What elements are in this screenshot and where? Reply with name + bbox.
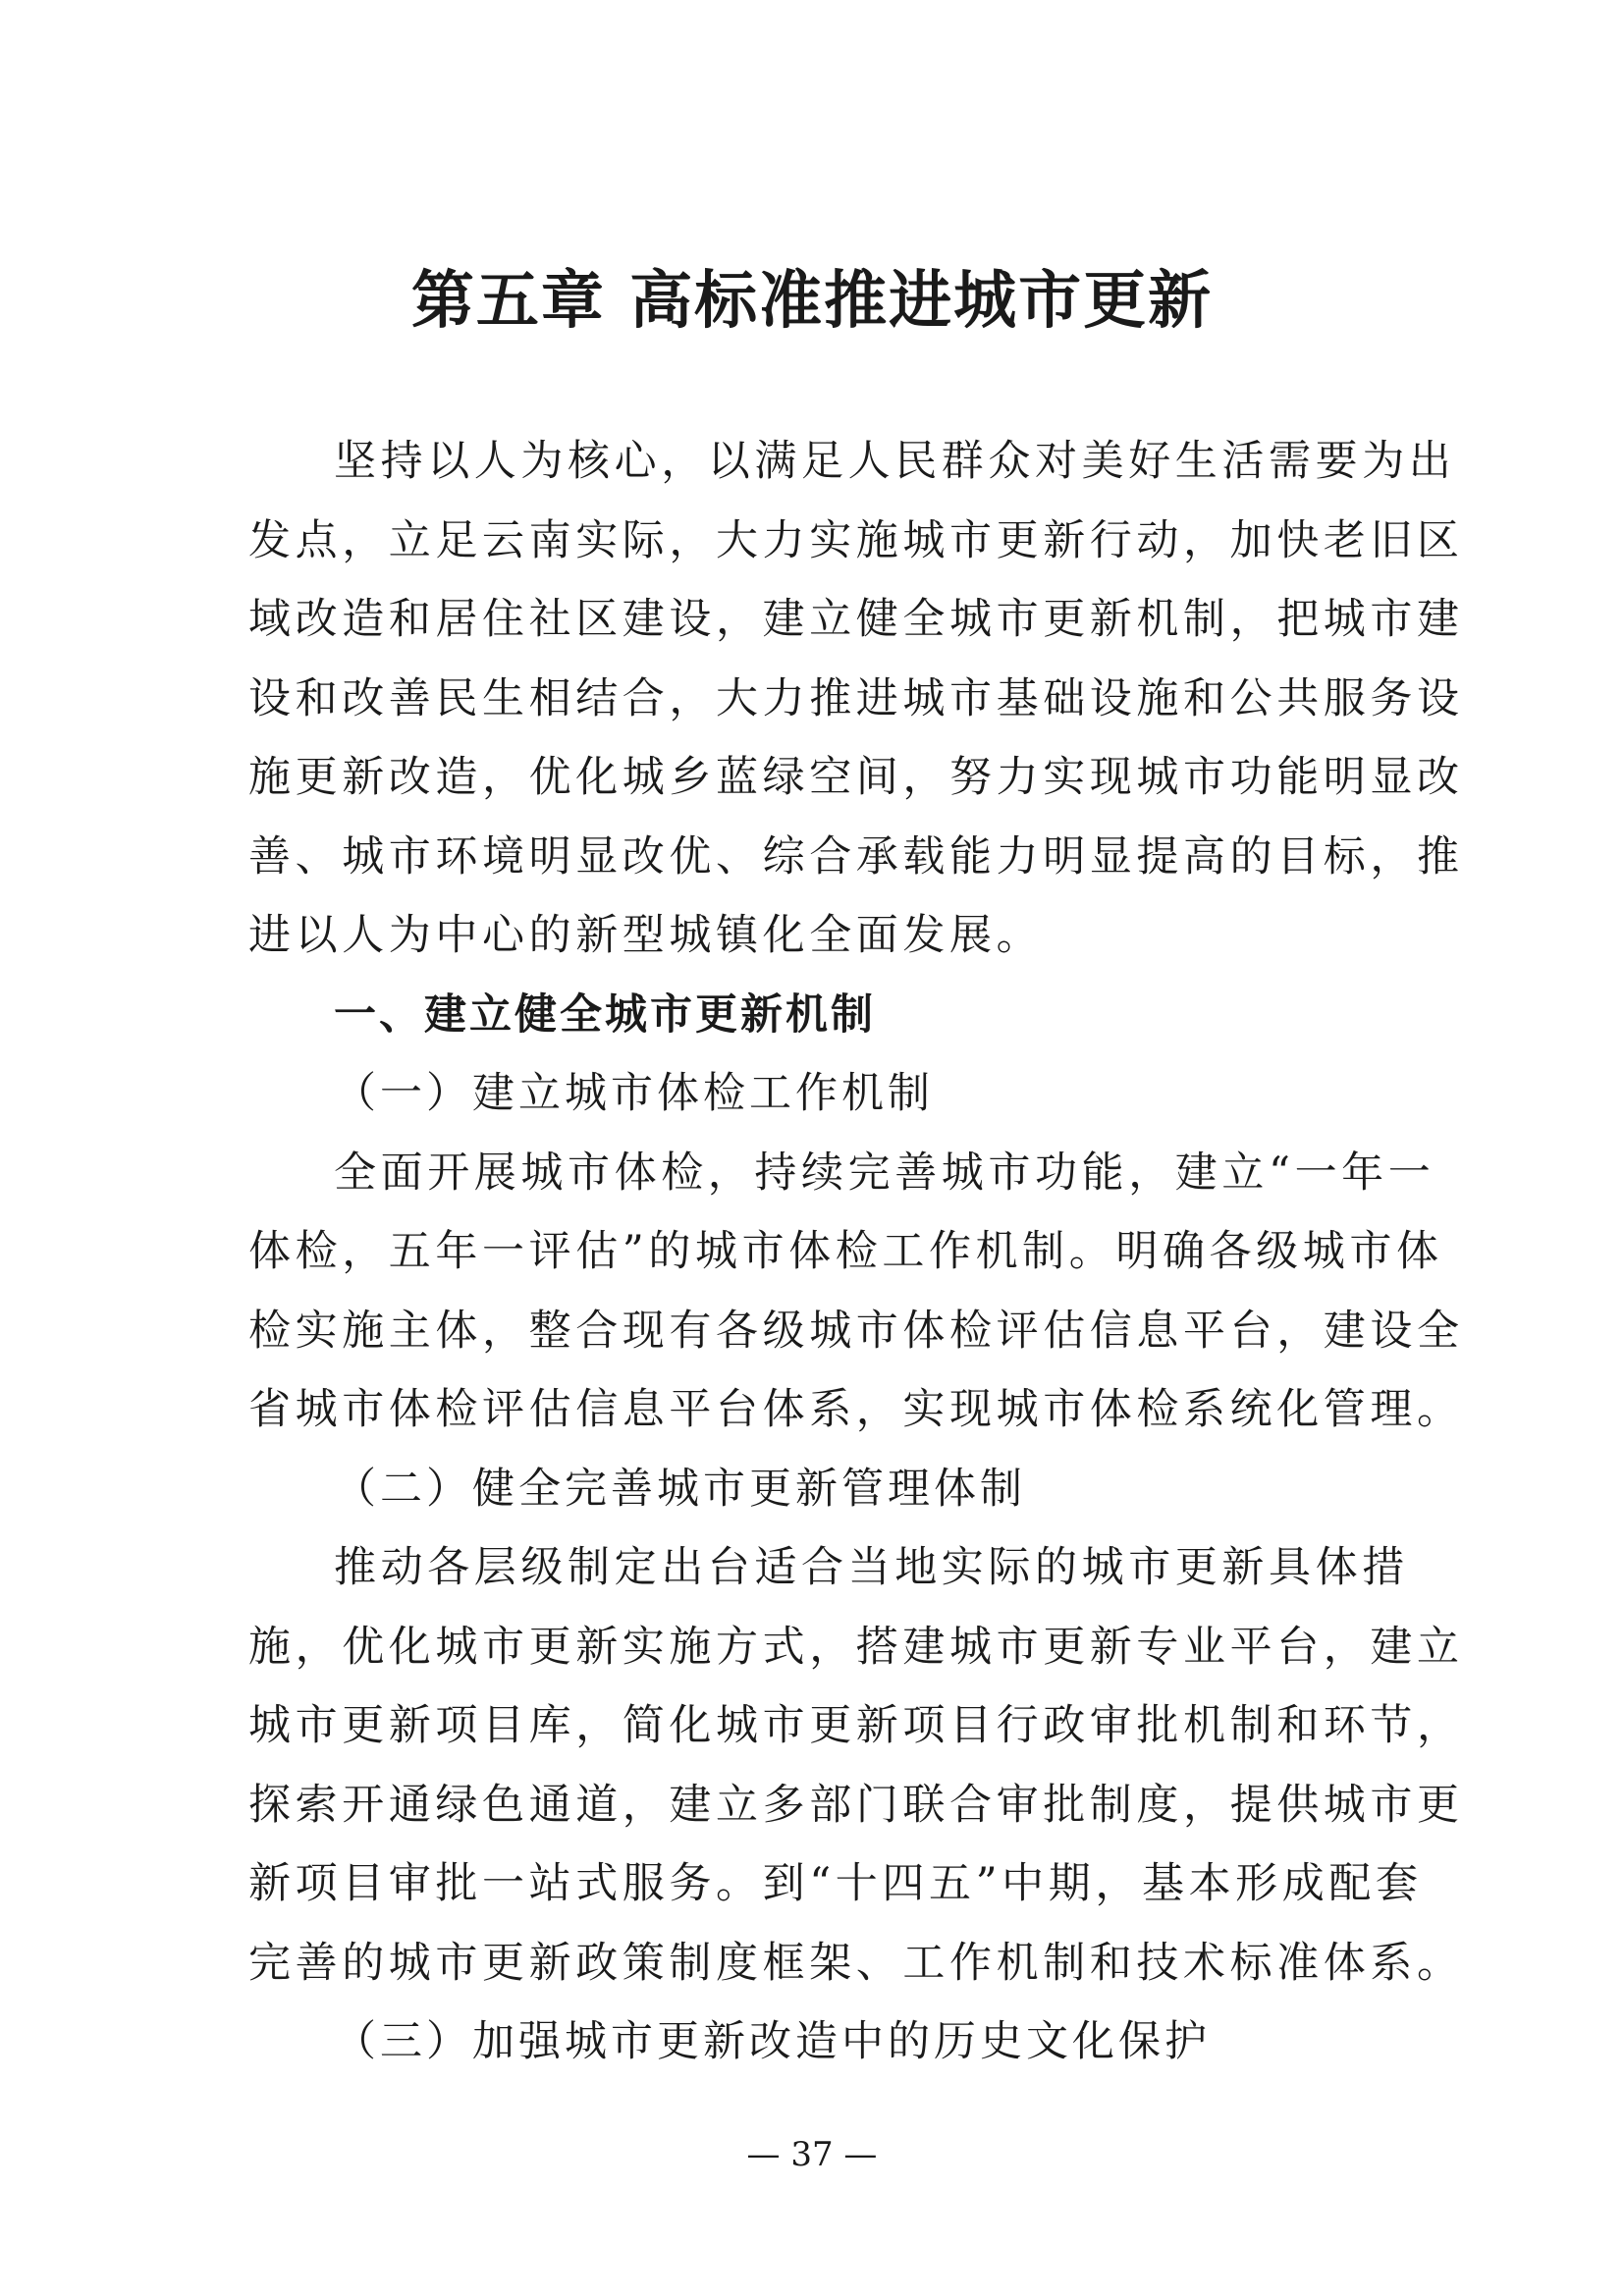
- paragraph-line: 设和改善民生相结合，大力推进城市基础设施和公共服务设: [248, 673, 1464, 723]
- paragraph-line: 新项目审批一站式服务。到“十四五”中期，基本形成配套: [248, 1859, 1423, 1908]
- paragraph-line: 域改造和居住社区建设，建立健全城市更新机制，把城市建: [248, 595, 1464, 644]
- chapter-title: 第五章 高标准推进城市更新: [410, 264, 1214, 338]
- paragraph-line: 检实施主体，整合现有各级城市体检评估信息平台，建设全: [248, 1306, 1464, 1356]
- paragraph-line: 城市更新项目库，简化城市更新项目行政审批机制和环节，: [248, 1701, 1464, 1750]
- paragraph-line: 体检，五年一评估”的城市体检工作机制。明确各级城市体: [248, 1227, 1443, 1276]
- paragraph-line: 施，优化城市更新实施方式，搭建城市更新专业平台，建立: [248, 1622, 1464, 1672]
- paragraph-line: 省城市体检评估信息平台体系，实现城市体检系统化管理。: [248, 1385, 1464, 1434]
- paragraph-line: 施更新改造，优化城乡蓝绿空间，努力实现城市功能明显改: [248, 753, 1464, 802]
- page-number: — 37 —: [746, 2135, 878, 2174]
- paragraph-line: 发点，立足云南实际，大力实施城市更新行动，加快老旧区: [248, 515, 1464, 565]
- subsection-heading: （二）健全完善城市更新管理体制: [334, 1464, 1026, 1514]
- paragraph-line: 探索开通绿色通道，建立多部门联合审批制度，提供城市更: [248, 1780, 1464, 1830]
- paragraph-line: 完善的城市更新政策制度框架、工作机制和技术标准体系。: [248, 1938, 1464, 1988]
- paragraph-line: 坚持以人为核心，以满足人民群众对美好生活需要为出: [334, 437, 1456, 486]
- document-body: [248, 422, 1464, 2082]
- paragraph-line: 全面开展城市体检，持续完善城市功能，建立“一年一: [334, 1148, 1435, 1198]
- subsection-heading: （一）建立城市体检工作机制: [334, 1069, 934, 1118]
- section-heading: 一、建立健全城市更新机制: [334, 989, 876, 1040]
- subsection-heading: （三）加强城市更新改造中的历史文化保护: [334, 2017, 1211, 2066]
- paragraph-line: 推动各层级制定出台适合当地实际的城市更新具体措: [334, 1543, 1409, 1592]
- paragraph-line: 进以人为中心的新型城镇化全面发展。: [248, 911, 1044, 960]
- paragraph-line: 善、城市环境明显改优、综合承载能力明显提高的目标，推: [248, 831, 1464, 881]
